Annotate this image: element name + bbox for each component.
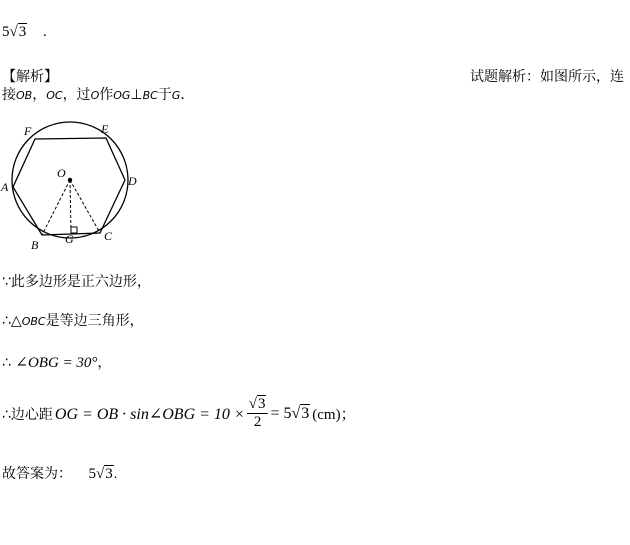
- final-answer: [2, 463, 117, 483]
- top-answer-tail: .: [42, 24, 47, 40]
- step4-prefix: ∴边心距: [2, 406, 53, 423]
- line2-c: 作: [99, 87, 114, 103]
- segment-ob: [42, 180, 70, 235]
- step3-prefix: ∴: [2, 355, 11, 371]
- line2-d: 于: [157, 87, 172, 103]
- label-d: D: [128, 174, 137, 188]
- sqrt-symbol: √3: [9, 24, 27, 40]
- final-coef: 5: [88, 466, 96, 482]
- segment-oc: [70, 180, 100, 233]
- final-sqrt: √3: [95, 466, 113, 482]
- line2-a: 接: [2, 87, 16, 103]
- analysis-right-text: 试题解析：如图所示，连: [470, 69, 624, 85]
- step4-radicand: 3: [301, 404, 310, 422]
- center-point: [68, 178, 72, 182]
- hexagon: [13, 138, 125, 235]
- analysis-heading: 【解析】: [2, 69, 58, 85]
- label-f: F: [24, 124, 32, 138]
- label-e: E: [101, 122, 109, 136]
- fraction-radicand: 3: [257, 396, 266, 412]
- step3-suffix: ，: [97, 355, 112, 371]
- step1: ∵此多边形是正六边形，: [2, 274, 151, 290]
- final-label: 故答案为：: [2, 466, 72, 482]
- top-answer-coef: 5: [2, 24, 10, 40]
- step2-suffix: 是等边三角形，: [45, 313, 144, 329]
- top-answer-radicand: 3: [18, 24, 27, 40]
- seg-ob: OB: [16, 89, 33, 102]
- seg-oc: OC: [46, 89, 63, 102]
- triangle-obc: OBC: [21, 315, 46, 328]
- label-c: C: [104, 229, 113, 243]
- hexagon-figure: [0, 115, 145, 255]
- label-g: G: [65, 232, 74, 246]
- final-radicand: 3: [105, 466, 113, 482]
- step4: [2, 396, 356, 431]
- final-tail: .: [113, 467, 118, 482]
- top-answer: [2, 24, 47, 41]
- analysis-line2: [2, 84, 194, 104]
- fraction-numerator: √3: [247, 396, 269, 414]
- step4-expr-b: = 5: [270, 404, 292, 422]
- seg-bc: BC: [142, 89, 158, 102]
- line2-e: ．: [180, 87, 195, 103]
- segment-og: [70, 180, 71, 234]
- step4-expr-a: OG = OB · sin∠OBG = 10 ×: [54, 405, 245, 423]
- line2-b: ，过: [62, 87, 91, 103]
- seg-og: OG: [113, 89, 131, 102]
- step4-unit: (cm)；: [312, 407, 356, 423]
- point-o: O: [90, 89, 100, 102]
- step3-angle: ∠OBG = 30°: [15, 355, 98, 371]
- point-g: G: [171, 89, 181, 102]
- label-b: B: [31, 238, 39, 252]
- perp-symbol: ⊥: [130, 87, 143, 103]
- label-o: O: [57, 166, 66, 180]
- fraction: [247, 396, 269, 431]
- step2: [2, 310, 144, 330]
- fraction-denominator: 2: [253, 414, 262, 430]
- line2-sep: ，: [32, 87, 47, 103]
- step2-prefix: ∴△: [2, 313, 22, 329]
- label-a: A: [1, 180, 9, 194]
- step3: [2, 352, 111, 372]
- step4-sqrt: √3: [291, 404, 310, 422]
